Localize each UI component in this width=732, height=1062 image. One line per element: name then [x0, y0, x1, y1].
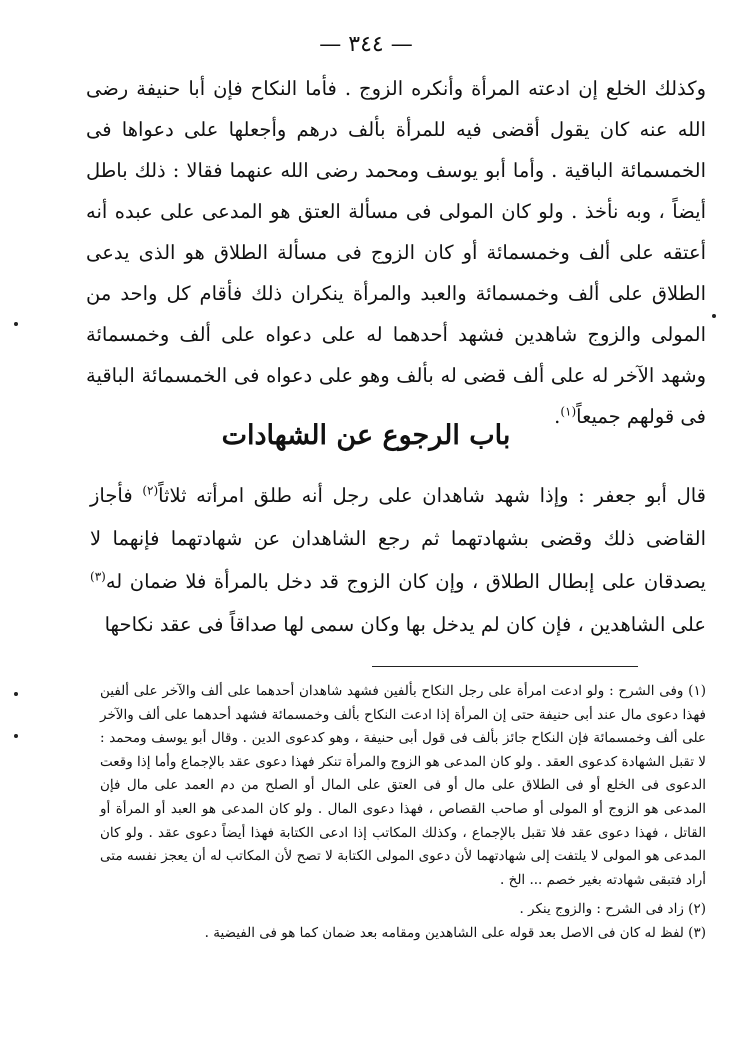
footnote-ref-2: (٢): [142, 483, 159, 498]
chapter-title: باب الرجوع عن الشهادات: [221, 420, 511, 451]
scan-mark: [14, 734, 18, 738]
footnote-1: (١) وفى الشرح : ولو ادعت امرأة على رجل النكاح بألفين فشهد شاهدان أحدهما على ألف والآخر على ألفين فهذا دعوى مال عند أبى حنيفة حتى إن المرأة إذا ادعت النكاح بألف وخمسمائة فشهد أحدهما على ألف والآخر على ألف وخمسمائة فإن النكاح جائز بألف فى قول أبى حنيفة ، وهو كدعوى الدين . وقال أبو يوسف ومحمد : لا تقبل الشهادة كدعوى العقد . ولو كان المدعى هو الزوج والمرأة تنكر فهذا دعوى عقد بالإجماع وأما إذا وقعت الدعوى فى الخلع أو فى الطلاق على مال أو فى العتق على المال أو الصلح من دم العمد على مال فإن المدعى هو الزوج أو المولى أو صاحب القصاص ، فهذا دعوى المال . ولو كان المدعى هو العبد أو المرأة أو القاتل ، فهذا دعوى عقد فلا تقبل بالإجماع ، وكذلك المكاتب إذا ادعى الكتابة فهذا أيضاً دعوى عقد . ولو كان المدعى هو المولى لا يلتفت إلى شهادتهما لأن دعوى المولى الكتابة لا تصح لأن المكاتب له أن يعجز نفسه متى أراد فتبقى شهادته بغير خصم ... الخ .: [100, 683, 706, 888]
main-paragraph-end: .: [554, 405, 561, 428]
chapter-text-part-2: فأجاز القاضى ذلك وقضى بشهادتهما ثم رجع الشاهدان عن شهادتهما فإنهما لا يصدقان على إبطال الطلاق ، وإن كان الزوج قد دخل بالمرأة فلا ضمان له: [90, 484, 706, 593]
scan-mark: [712, 314, 716, 318]
scan-mark: [14, 692, 18, 696]
chapter-paragraph: [90, 474, 706, 646]
footnote-2: (٢) زاد فى الشرح : والزوج ينكر .: [519, 901, 706, 918]
footnote-separator: [372, 666, 638, 667]
footnote-ref-3: (٣): [90, 569, 106, 584]
chapter-text-part-1: قال أبو جعفر : وإذا شهد شاهدان على رجل أنه طلق امرأته ثلاثاً: [158, 484, 706, 507]
main-paragraph-text: [86, 68, 706, 437]
footnote-ref-1: (١): [560, 404, 577, 419]
page-number: — ٣٤٤ —: [319, 32, 413, 57]
chapter-paragraph-text: [90, 474, 706, 646]
main-paragraph-body: وكذلك الخلع إن ادعته المرأة وأنكره الزوج . فأما النكاح فإن أبا حنيفة رضى الله عنه كان يقول أقضى فيه للمرأة بألف درهم وأجعلها على دعواها فى الخمسمائة الباقية . وأما أبو يوسف ومحمد رضى الله عنهما فقالا : ذلك باطل أيضاً ، وبه نأخذ . ولو كان المولى فى مسألة العتق هو المدعى على عبده أنه أعتقه على ألف وخمسمائة أو كان الزوج فى مسألة الطلاق هو الذى يدعى الطلاق على ألف وخمسمائة والعبد والمرأة ينكران ذلك فأقام كل واحد من المولى والزوج شاهدين فشهد أحدهما له على دعواه على ألف وخمسمائة وشهد الآخر له على ألف قضى له بألف وهو على دعواه فى الخمسمائة الباقية فى قولهم جميعاً: [86, 77, 706, 428]
footnote-3: (٣) لفظ له كان فى الاصل بعد قوله على الشاهدين ومقامه بعد ضمان كما هو فى الفيضية .: [204, 924, 706, 941]
footnotes: [100, 680, 706, 946]
chapter-text-part-3: على الشاهدين ، فإن كان لم يدخل بها وكان سمى لها صداقاً فى عقد نكاحها: [104, 613, 706, 636]
main-paragraph: [86, 68, 706, 437]
scan-mark: [14, 322, 18, 326]
